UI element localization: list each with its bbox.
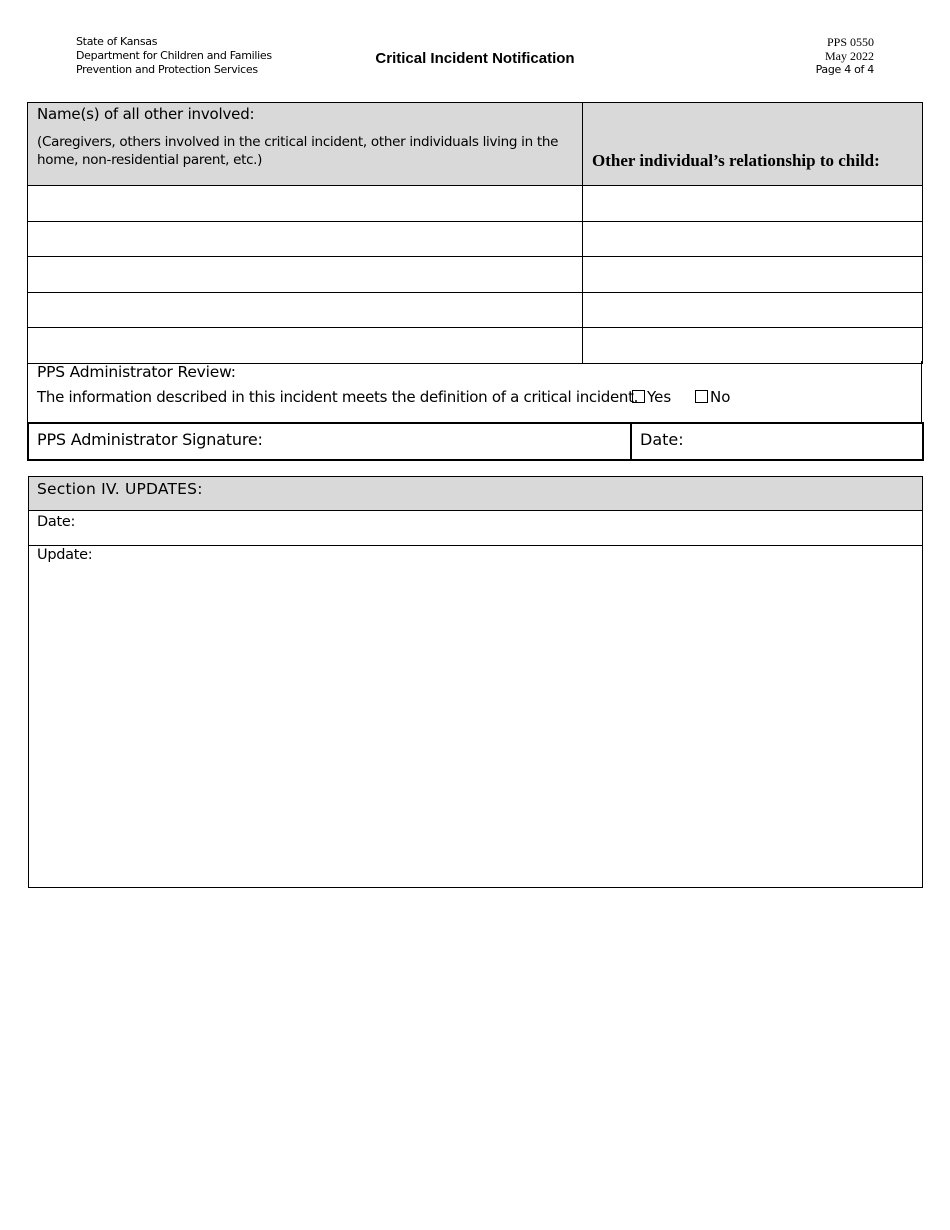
names-label: Name(s) of all other involved: [37,105,255,123]
update-text-area[interactable] [29,546,922,887]
update-label: Update: [37,547,93,563]
name-field[interactable] [28,186,583,222]
form-date: May 2022 [825,49,874,63]
name-field[interactable] [28,257,583,293]
updates-section [28,476,923,888]
names-header-cell [28,103,583,186]
names-note: (Caregivers, others involved in the critical incident, other individuals living in the home, non-residential parent, etc.) [37,134,559,168]
table-row [28,221,923,257]
table-row [28,328,923,364]
name-field[interactable] [28,328,583,364]
table-row [28,257,923,293]
signature-date-field[interactable]: Date: [640,430,684,449]
no-option[interactable] [695,388,730,406]
signature-divider [630,424,632,459]
table-row [28,292,923,328]
agency-line-division: Prevention and Protection Services [76,63,258,76]
agency-line-department: Department for Children and Families [76,49,272,62]
form-number: PPS 0550 [826,35,874,49]
signature-field[interactable]: PPS Administrator Signature: [37,430,263,449]
document-title: Critical Incident Notification [375,50,575,67]
no-label: No [710,388,731,406]
updates-header [29,477,922,511]
relationship-field[interactable] [583,257,923,293]
review-title: PPS Administrator Review: [37,363,236,381]
yes-label: Yes [647,388,672,406]
name-field[interactable] [28,221,583,257]
name-field[interactable] [28,292,583,328]
no-checkbox[interactable] [695,390,708,403]
relationship-label: Other individual’s relationship to child: [583,103,923,186]
yes-option[interactable] [632,388,671,406]
relationship-field[interactable] [583,328,923,364]
yes-checkbox[interactable] [632,390,645,403]
update-date-label: Date: [37,514,76,530]
agency-line-state: State of Kansas [76,35,158,48]
form-info [816,35,874,77]
relationship-field[interactable] [583,221,923,257]
signature-row [27,422,924,461]
updates-title: Section IV. UPDATES: [37,480,203,498]
review-statement: The information described in this incident meets the definition of a critical incident. [37,388,639,406]
relationship-field[interactable] [583,292,923,328]
update-date-field[interactable] [29,511,922,546]
table-row [28,186,923,222]
page-number: Page 4 of 4 [815,63,874,76]
others-involved-table [27,102,923,364]
administrator-review-section [27,361,922,423]
relationship-field[interactable] [583,186,923,222]
